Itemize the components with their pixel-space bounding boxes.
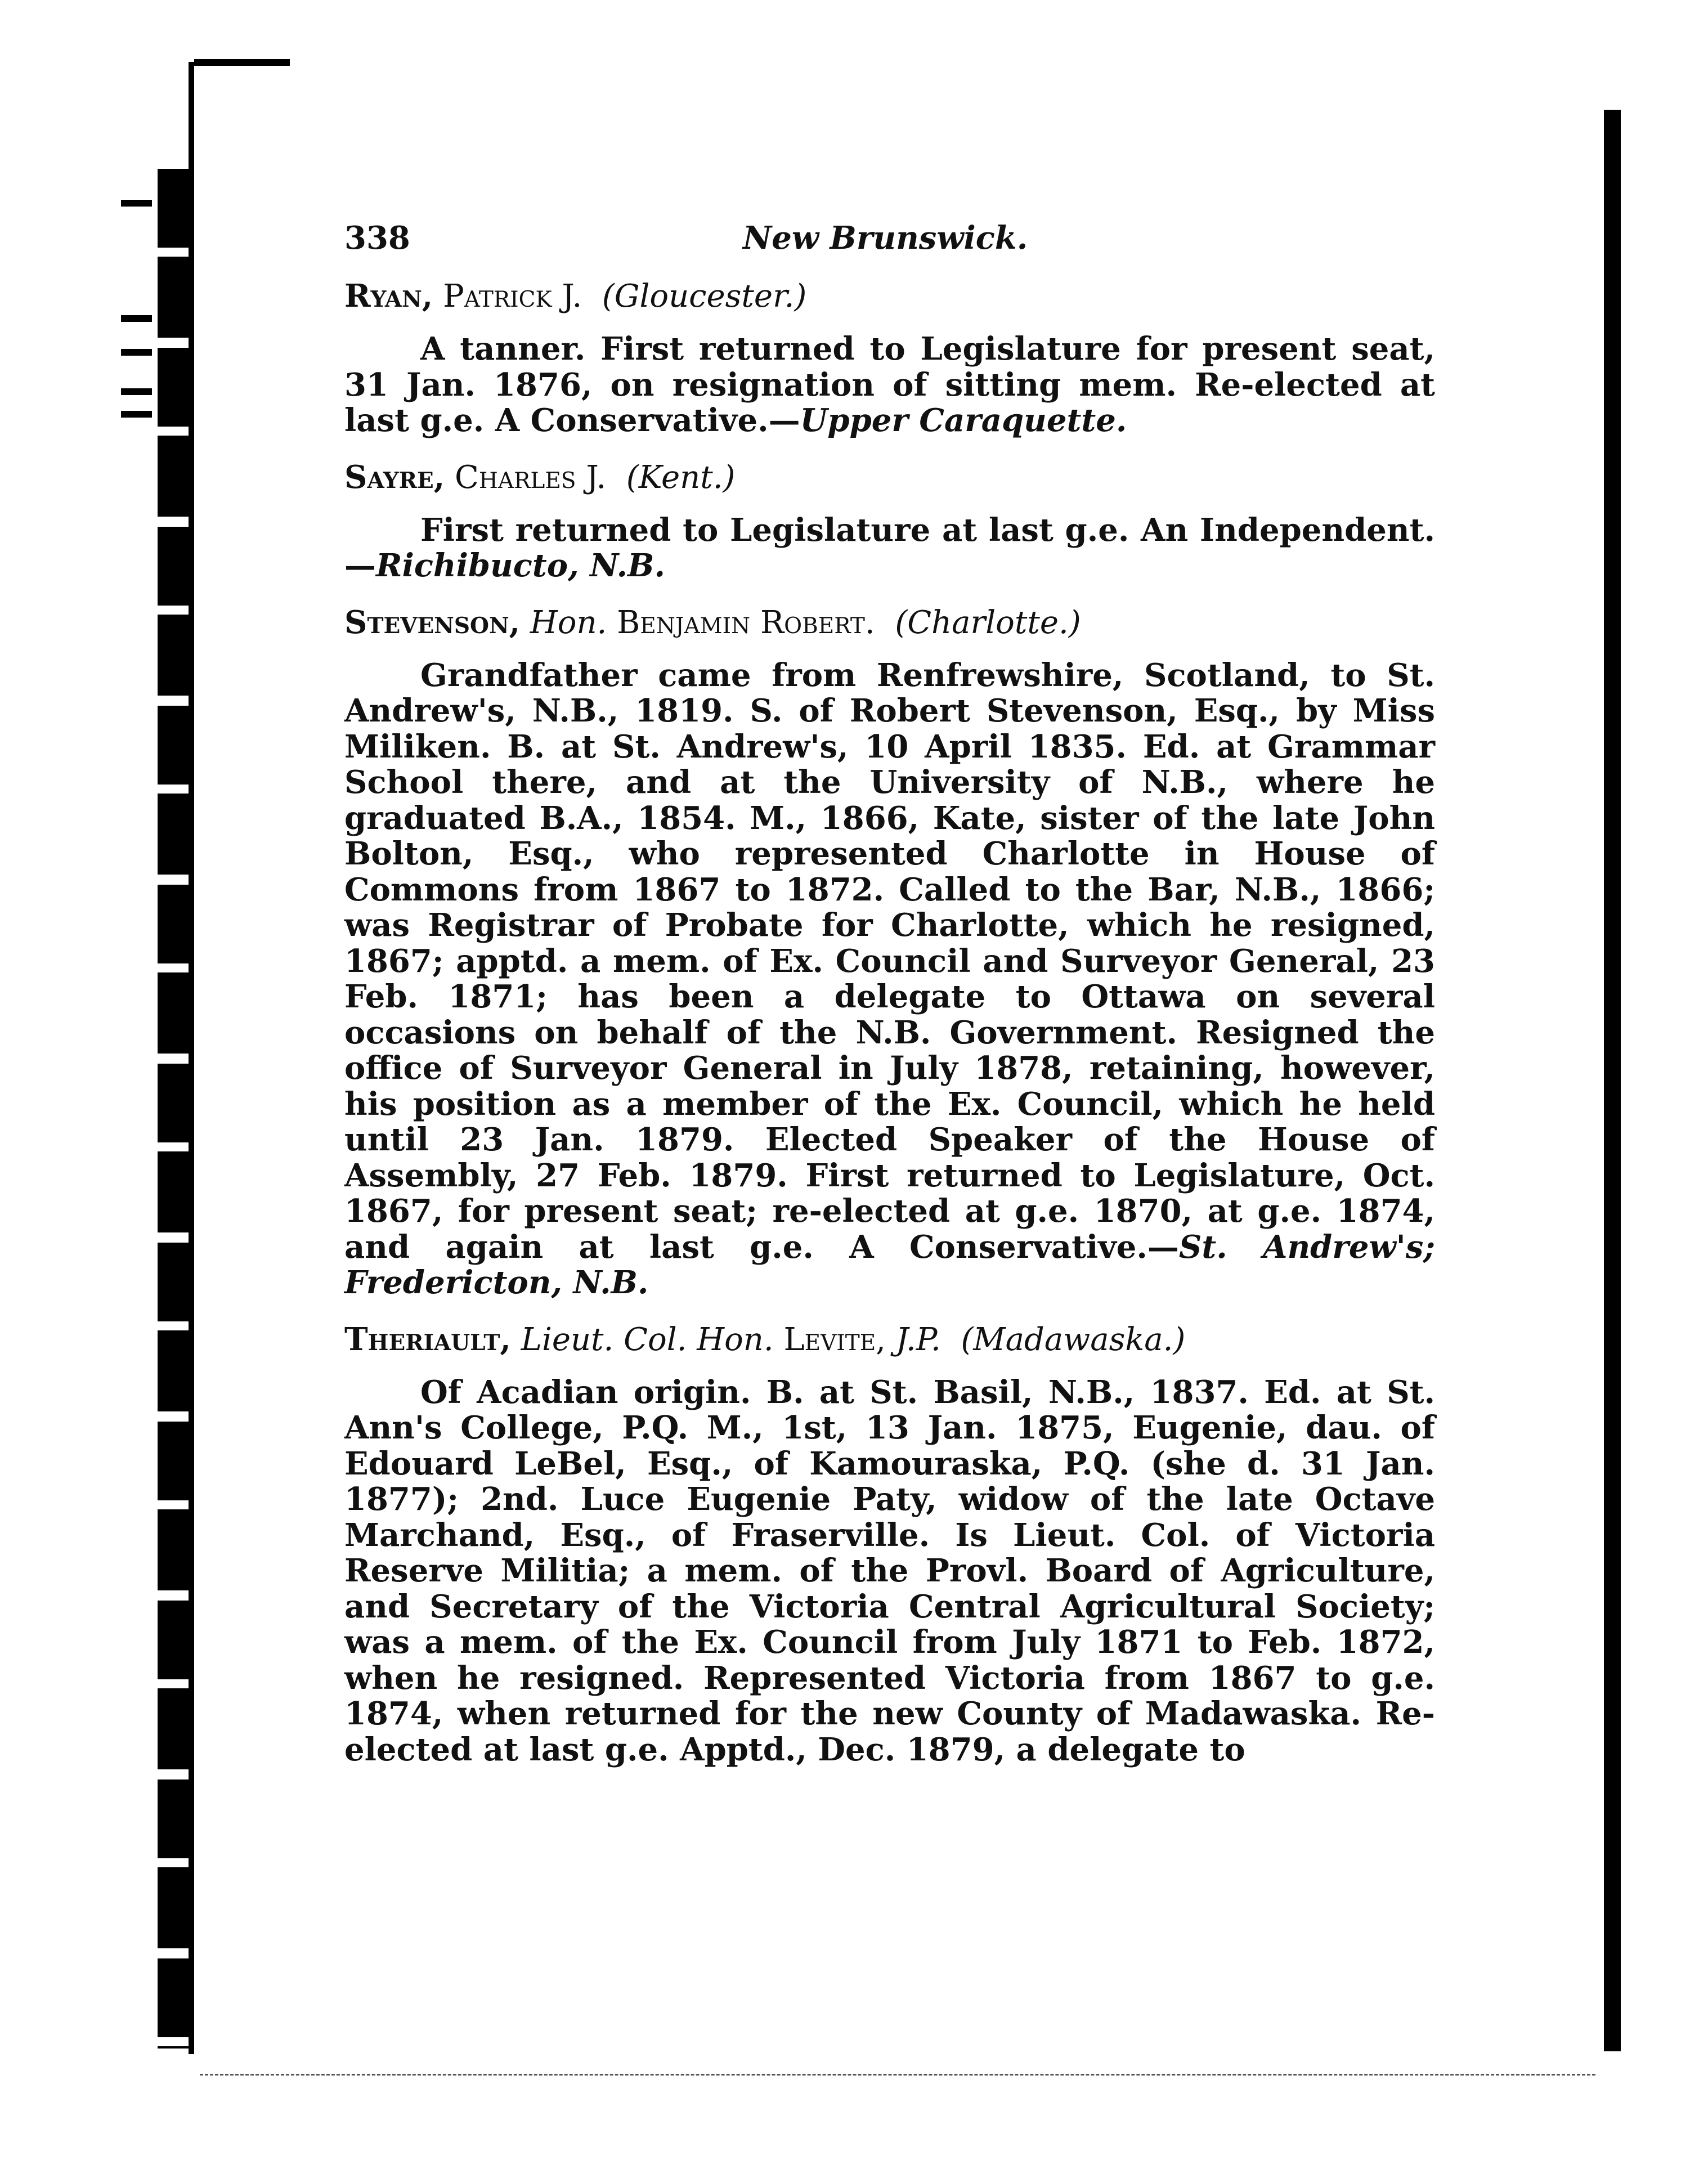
entry-bio-text: Of Acadian origin. B. at St. Basil, N.B., 1837. Ed. at St. Ann's College, P.Q. M., 1st, 13 Jan. 1875, Eugenie, dau. of Edouard LeBel, Esq., of Kamouraska, P.Q. (she d. 31 Jan. 1877); 2nd. Luce Eugenie Paty, widow of the late Octave Marchand, Esq., of Fraserville. Is Lieut. Col. of Victoria Reserve Militia; a mem. of the Provl. Board of Agriculture, and Secretary of the Victoria Central Agricultural Society; was a mem. of the Ex. Council from July 1871 to Feb. 1872, when he resigned. Represented Victoria from 1867 to g.e. 1874, when returned for the new County of Madawaska. Re-elected at last g.e. Apptd., Dec. 1879, a delegate to (344, 1373, 1435, 1768)
scan-mark (121, 388, 152, 395)
entry-heading (338, 1320, 1435, 1359)
scan-mark (121, 349, 152, 356)
entry-honorific: Lieut. Col. Hon. (521, 1321, 774, 1358)
scan-edge-right (1604, 110, 1621, 2051)
entry-residence: Richibucto, N.B. (376, 547, 666, 584)
entry-surname: Ryan, (344, 277, 433, 315)
entry-bio-text: Grandfather came from Renfrewshire, Scotland, to St. Andrew's, N.B., 1819. S. of Robert Stevenson, Esq., by Miss Miliken. B. at St. Andrew's, 10 April 1835. Ed. at Grammar School there, and at the University of N.B., where he graduated B.A., 1854. M., 1866, Kate, sister of the late John Bolton, Esq., who represented Charlotte in House of Commons from 1867 to 1872. Called to the Bar, N.B., 1866; was Registrar of Probate for Charlotte, which he resigned, 1867; apptd. a mem. of Ex. Council and Surveyor General, 23 Feb. 1871; has been a delegate to Ottawa on several occasions on behalf of the N.B. Government. Resigned the office of Surveyor General in July 1878, retaining, however, his position as a member of the Ex. Council, which he held until 23 Jan. 1879. Elected Speaker of the House of Assembly, 27 Feb. 1879. First returned to Legislature, Oct. 1867, for present seat; re-elected at g.e. 1870, at g.e. 1874, and again at last g.e. A Conservative.— (344, 656, 1435, 1266)
scan-mark (121, 411, 152, 418)
biography-entry (338, 277, 1435, 439)
entry-surname: Sayre, (344, 458, 445, 496)
entry-biography (338, 1375, 1435, 1768)
entry-surname: Theriault, (344, 1320, 511, 1358)
scan-mark (121, 315, 152, 322)
entry-residence: Upper Caraquette. (800, 402, 1127, 439)
entry-biography (338, 658, 1435, 1301)
entry-honorific: Hon. (530, 604, 607, 641)
page-header (338, 203, 1435, 265)
entry-biography (338, 513, 1435, 584)
entry-heading (338, 603, 1435, 642)
entry-given-names: Benjamin Robert. (617, 604, 875, 641)
entry-given-names: Charles J. (455, 459, 607, 496)
entry-given-names: Patrick J. (443, 278, 582, 315)
entry-heading (338, 458, 1435, 497)
entry-county: (Gloucester.) (602, 278, 807, 315)
scan-edge-bottom (200, 2074, 1595, 2076)
entry-bio-text: First returned to Legislature at last g.e. An Independent.— (344, 511, 1435, 584)
entry-bio-text: A tanner. First returned to Legislature for present seat, 31 Jan. 1876, on resignation of sitting mem. Re-elected at last g.e. A Conservative.— (344, 330, 1435, 439)
biography-entry (338, 1320, 1435, 1768)
running-head: New Brunswick. (743, 219, 1028, 257)
entry-heading (338, 277, 1435, 316)
entry-residence: St. Andrew's; Fredericton, N.B. (344, 1228, 1435, 1301)
page-number: 338 (344, 219, 410, 257)
entry-given-names: Levite, (783, 1321, 886, 1358)
entry-county: (Kent.) (626, 459, 736, 496)
entry-county: (Charlotte.) (895, 604, 1081, 641)
entry-county: (Madawaska.) (961, 1321, 1186, 1358)
entry-surname: Stevenson, (344, 603, 521, 641)
entry-suffix: J.P. (895, 1321, 941, 1358)
biography-entry (338, 458, 1435, 584)
biography-entry (338, 603, 1435, 1301)
book-page (338, 203, 1435, 1787)
entry-biography (338, 331, 1435, 439)
scan-binding-bar (158, 169, 189, 2049)
scan-edge-left (189, 62, 211, 2054)
scan-mark (121, 200, 152, 207)
